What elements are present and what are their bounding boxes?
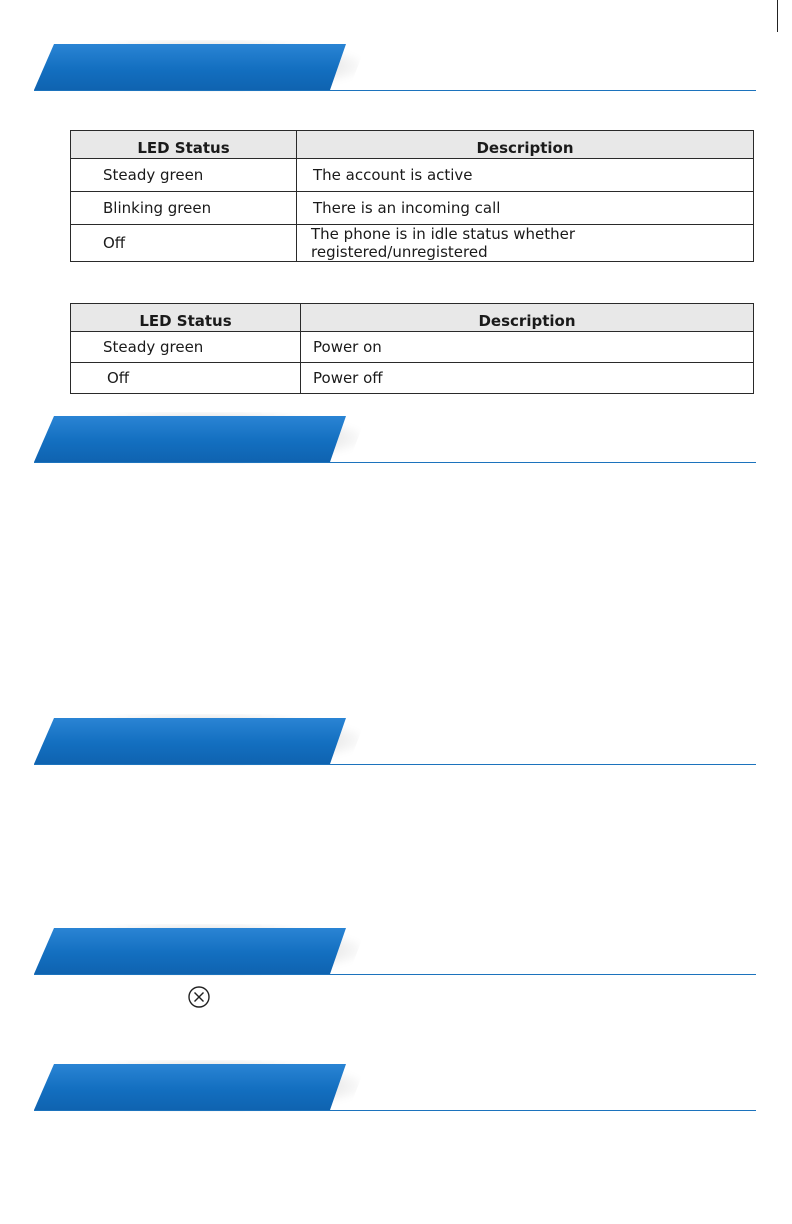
column-header-led-status: LED Status [71, 304, 301, 332]
section-banner [34, 44, 346, 90]
column-header-description: Description [301, 304, 754, 332]
table-row [71, 363, 754, 394]
column-header-description: Description [297, 131, 754, 159]
description-cell: The phone is in idle status whether registered/unregistered [297, 225, 754, 262]
page-trim-mark [777, 0, 778, 32]
section-rule [34, 764, 756, 765]
led-status-cell: Steady green [71, 159, 297, 192]
table-header-row [71, 131, 754, 159]
table-row [71, 225, 754, 262]
description-cell: The account is active [297, 159, 754, 192]
table-row [71, 192, 754, 225]
description-cell: Power on [301, 332, 754, 363]
section-rule [34, 1110, 756, 1111]
table-header-row [71, 304, 754, 332]
section-banner [34, 718, 346, 764]
section-header-5 [34, 1060, 756, 1112]
section-banner [34, 928, 346, 974]
led-status-cell: Off [71, 363, 301, 394]
section-banner [34, 416, 346, 462]
table-row [71, 159, 754, 192]
section-rule [34, 90, 756, 91]
section-header-3 [34, 714, 756, 766]
section-header-1 [34, 40, 756, 92]
led-status-cell: Steady green [71, 332, 301, 363]
led-status-cell: Blinking green [71, 192, 297, 225]
section-header-2 [34, 412, 756, 464]
led-status-cell: Off [71, 225, 297, 262]
section-rule [34, 974, 756, 975]
power-led-table [70, 303, 754, 394]
section-header-4 [34, 924, 756, 976]
circle-x-icon [187, 985, 211, 1009]
section-rule [34, 462, 756, 463]
description-cell: There is an incoming call [297, 192, 754, 225]
table-row [71, 332, 754, 363]
description-cell: Power off [301, 363, 754, 394]
section-banner [34, 1064, 346, 1110]
line-key-led-table [70, 130, 754, 262]
column-header-led-status: LED Status [71, 131, 297, 159]
